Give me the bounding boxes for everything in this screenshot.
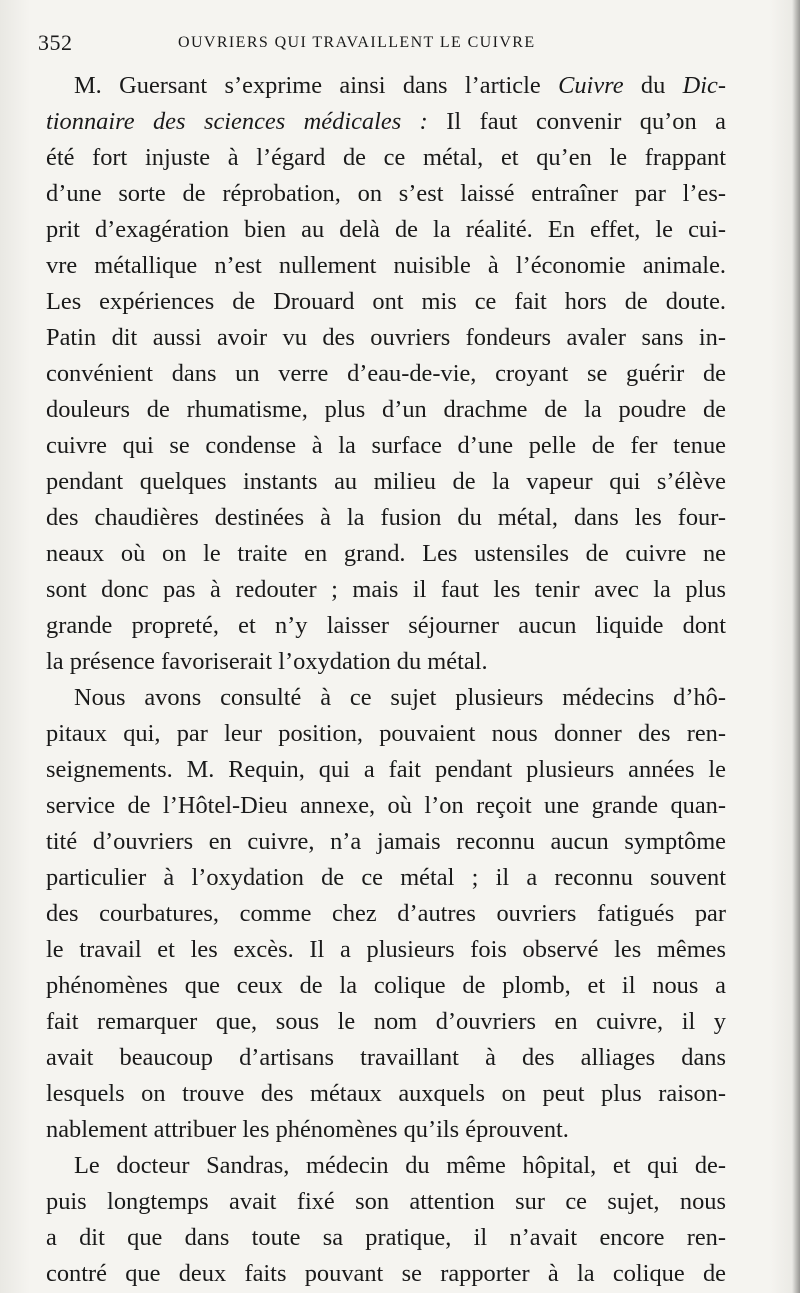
text-line: tionnaire des sciences médicales : Il faut convenir qu’on a <box>46 108 726 135</box>
text-line: grande propreté, et n’y laisser séjourner aucun liquide dont <box>46 612 726 639</box>
page-edge-shadow <box>792 0 800 1293</box>
text-line: vre métallique n’est nullement nuisible à l’économie animale. <box>46 252 726 279</box>
text-line: contré que deux faits pouvant se rapporter à la colique de <box>46 1260 726 1287</box>
text-line: douleurs de rhumatisme, plus d’un drachme de la poudre de <box>46 396 726 423</box>
text-line: Le docteur Sandras, médecin du même hôpital, et qui de- <box>74 1152 726 1179</box>
text-line: cuivre qui se condense à la surface d’une pelle de fer tenue <box>46 432 726 459</box>
text-line: tité d’ouvriers en cuivre, n’a jamais reconnu aucun symptôme <box>46 828 726 855</box>
text-line: neaux où on le traite en grand. Les ustensiles de cuivre ne <box>46 540 726 567</box>
text-line: avait beaucoup d’artisans travaillant à des alliages dans <box>46 1044 726 1071</box>
text-line: a dit que dans toute sa pratique, il n’avait encore ren- <box>46 1224 726 1251</box>
text-line: Patin dit aussi avoir vu des ouvriers fondeurs avaler sans in- <box>46 324 726 351</box>
text-line: pitaux qui, par leur position, pouvaient nous donner des ren- <box>46 720 726 747</box>
text-line: prit d’exagération bien au delà de la réalité. En effet, le cui- <box>46 216 726 243</box>
text-line: particulier à l’oxydation de ce métal ; il a reconnu souvent <box>46 864 726 891</box>
text-line: pendant quelques instants au milieu de la vapeur qui s’élève <box>46 468 726 495</box>
text-line: des chaudières destinées à la fusion du métal, dans les four- <box>46 504 726 531</box>
text-line: été fort injuste à l’égard de ce métal, et qu’en le frappant <box>46 144 726 171</box>
text-line: Nous avons consulté à ce sujet plusieurs médecins d’hô- <box>74 684 726 711</box>
text-line: lesquels on trouve des métaux auxquels on peut plus raison- <box>46 1080 726 1107</box>
text-line: service de l’Hôtel-Dieu annexe, où l’on reçoit une grande quan- <box>46 792 726 819</box>
text-line: sont donc pas à redouter ; mais il faut les tenir avec la plus <box>46 576 726 603</box>
text-line: la présence favoriserait l’oxydation du métal. <box>46 648 488 675</box>
page-header <box>38 30 718 64</box>
page-number: 352 <box>38 30 73 55</box>
text-line: Les expériences de Drouard ont mis ce fait hors de doute. <box>46 288 726 315</box>
text-line: convénient dans un verre d’eau-de-vie, croyant se guérir de <box>46 360 726 387</box>
text-line: puis longtemps avait fixé son attention sur ce sujet, nous <box>46 1188 726 1215</box>
text-line: d’une sorte de réprobation, on s’est laissé entraîner par l’es- <box>46 180 726 207</box>
text-line: le travail et les excès. Il a plusieurs fois observé les mêmes <box>46 936 726 963</box>
text-line: phénomènes que ceux de la colique de plomb, et il nous a <box>46 972 726 999</box>
body-text <box>46 68 726 1292</box>
text-line: M. Guersant s’exprime ainsi dans l’article Cuivre du Dic- <box>74 72 726 99</box>
text-line: seignements. M. Requin, qui a fait pendant plusieurs années le <box>46 756 726 783</box>
text-line: fait remarquer que, sous le nom d’ouvriers en cuivre, il y <box>46 1008 726 1035</box>
text-line: des courbatures, comme chez d’autres ouvriers fatigués par <box>46 900 726 927</box>
text-line: nablement attribuer les phénomènes qu’ils éprouvent. <box>46 1116 569 1143</box>
running-head: OUVRIERS QUI TRAVAILLENT LE CUIVRE <box>178 34 536 51</box>
